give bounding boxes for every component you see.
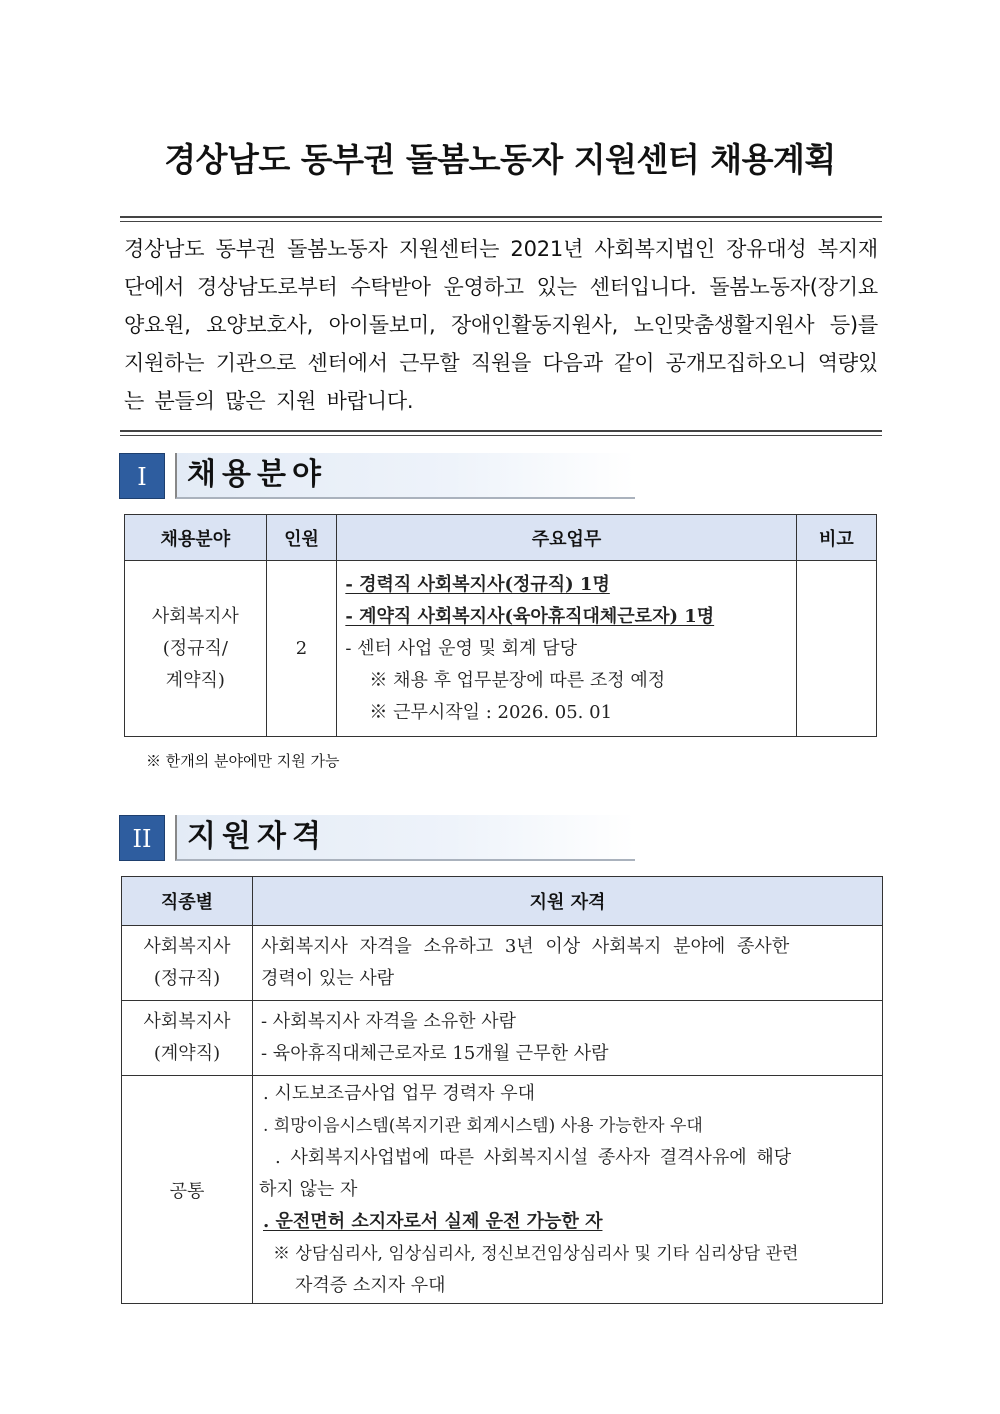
table-row xyxy=(122,1001,883,1076)
header-qualification: 지원 자격 xyxy=(253,877,883,926)
table-row xyxy=(122,1076,883,1304)
table-row xyxy=(125,561,877,737)
type-cell: 공통 xyxy=(122,1076,253,1304)
field-cell xyxy=(125,561,267,737)
divider-bottom xyxy=(120,430,882,436)
qualification-line: 경력이 있는 사람 xyxy=(261,968,395,989)
section-header-qualifications xyxy=(119,815,639,861)
table-header-row xyxy=(122,877,883,926)
duty-line: - 계약직 사회복지사(육아휴직대체근로자) 1명 xyxy=(345,605,715,627)
duty-line: ※ 채용 후 업무분장에 따른 조정 예정 xyxy=(369,669,666,691)
qualification-line: - 육아휴직대체근로자로 15개월 근무한 사람 xyxy=(261,1043,609,1064)
qualification-cell xyxy=(253,1076,883,1304)
field-line: 계약직) xyxy=(165,669,225,691)
duties-cell xyxy=(337,561,796,737)
intro-paragraph: 경상남도 동부권 돌봄노동자 지원센터는 2021년 사회복지법인 장유대성 복지재단에서 경상남도로부터 수탁받아 운영하고 있는 센터입니다. 돌봄노동자(장기요양요원, 요양보호사, 아이돌보미, 장애인활동지원사, 노인맞춤생활지원사 등)를 지원하는 기관으로 센터에서 근무할 직원을 다음과 같이 공개모집하오니 역량있는 분들의 많은 지원 바랍니다. xyxy=(124,237,878,413)
qualification-line: 자격증 소지자 우대 xyxy=(295,1274,446,1296)
duty-line: ※ 근무시작일 : 2026. 05. 01 xyxy=(369,701,613,723)
header-duties: 주요업무 xyxy=(337,515,796,561)
type-cell xyxy=(122,926,253,1001)
duty-line: - 경력직 사회복지사(정규직) 1명 xyxy=(345,573,610,595)
header-type: 직종별 xyxy=(122,877,253,926)
remarks-cell xyxy=(796,561,876,737)
qualification-line: 사회복지사 자격을 소유하고 3년 이상 사회복지 분야에 종사한 xyxy=(261,936,790,957)
header-remarks: 비고 xyxy=(796,515,876,561)
qualification-line: 하지 않는 자 xyxy=(259,1178,358,1200)
apply-note: ※ 한개의 분야에만 지원 가능 xyxy=(146,752,340,770)
intro-box xyxy=(120,216,882,436)
count-cell: 2 xyxy=(266,561,337,737)
table-row xyxy=(122,926,883,1001)
section-number-badge: I xyxy=(119,453,165,499)
qualification-line: - 사회복지사 자격을 소유한 사람 xyxy=(261,1011,517,1032)
section-number-badge: II xyxy=(119,815,165,861)
qualification-cell xyxy=(253,1001,883,1076)
recruitment-table xyxy=(124,514,877,737)
type-cell xyxy=(122,1001,253,1076)
qualification-line: ※ 상담심리사, 임상심리사, 정신보건임상심리사 및 기타 심리상담 관련 xyxy=(273,1243,799,1264)
table-header-row xyxy=(125,515,877,561)
document-title: 경상남도 동부권 돌봄노동자 지원센터 채용계획 xyxy=(164,140,836,179)
qualification-line: . 희망이음시스템(복지기관 회계시스템) 사용 가능한자 우대 xyxy=(263,1115,703,1136)
duty-line: - 센터 사업 운영 및 회계 담당 xyxy=(345,637,578,659)
header-field: 채용분야 xyxy=(125,515,267,561)
section-title: 지원자격 xyxy=(175,815,635,861)
type-line: (계약직) xyxy=(153,1043,221,1064)
qualifications-table xyxy=(121,876,883,1304)
qualification-cell xyxy=(253,926,883,1001)
section-title: 채용분야 xyxy=(175,453,635,499)
field-line: (정규직/ xyxy=(162,637,228,659)
type-line: 사회복지사 xyxy=(143,1011,231,1032)
qualification-line: . 운전면허 소지자로서 실제 운전 가능한 자 xyxy=(263,1210,603,1232)
type-line: (정규직) xyxy=(153,968,221,989)
section-header-recruitment xyxy=(119,453,639,499)
header-count: 인원 xyxy=(266,515,337,561)
field-line: 사회복지사 xyxy=(151,605,239,627)
qualification-line: . 시도보조금사업 업무 경력자 우대 xyxy=(263,1082,536,1104)
qualification-line: . 사회복지사업법에 따른 사회복지시설 종사자 결격사유에 해당 xyxy=(275,1146,792,1168)
type-line: 사회복지사 xyxy=(143,936,231,957)
